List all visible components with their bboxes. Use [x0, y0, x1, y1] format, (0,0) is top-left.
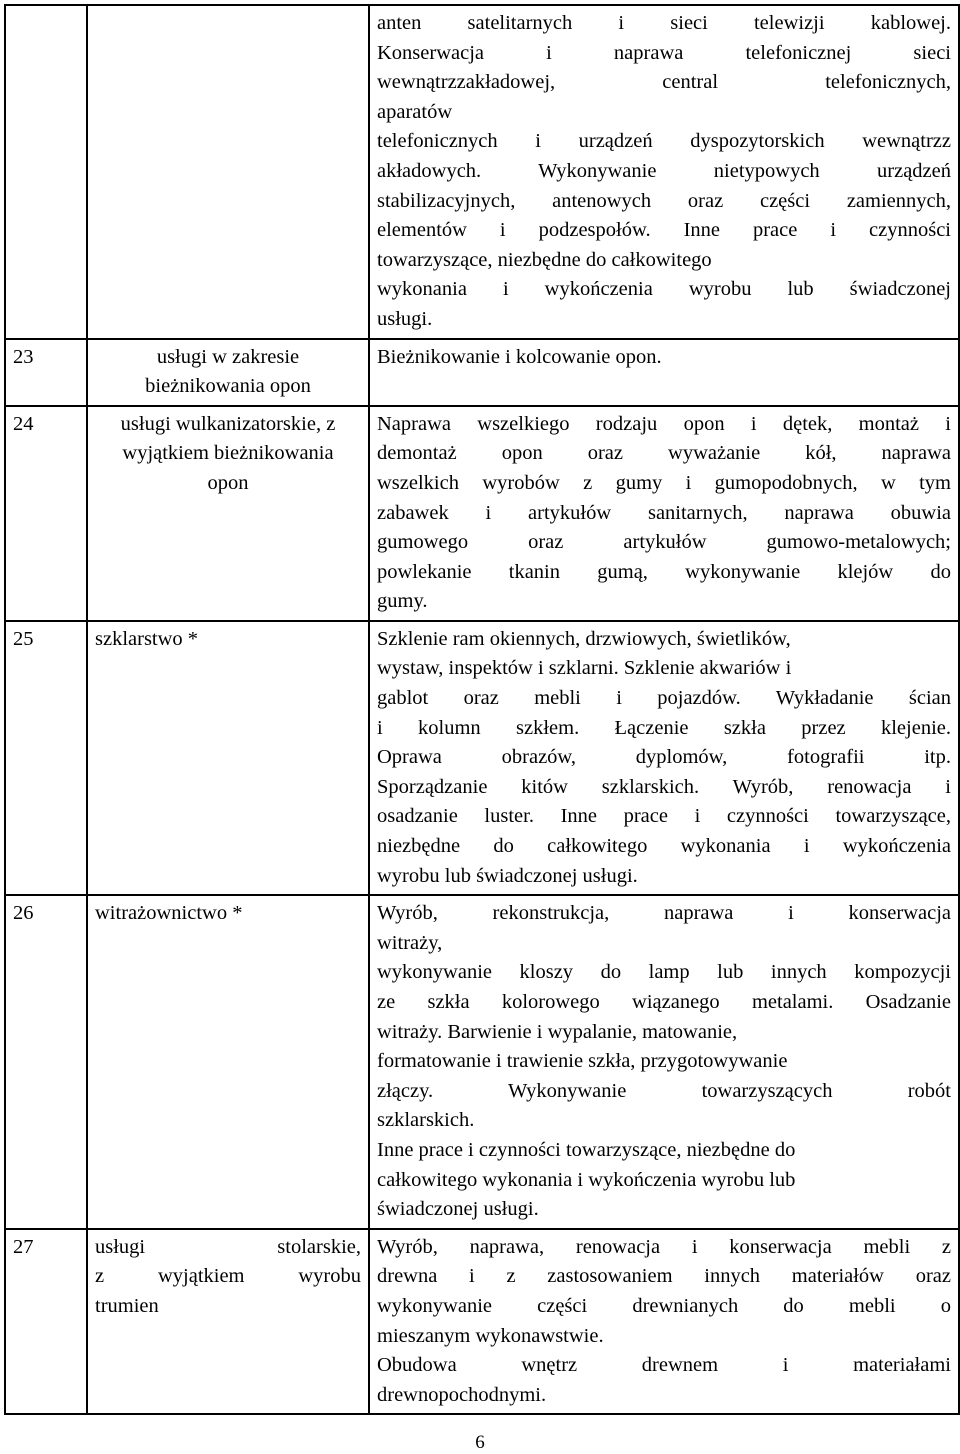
table-row	[5, 406, 959, 621]
service-name	[87, 621, 369, 895]
description-line: Inne prace i czynności towarzyszące, niezbędne do	[377, 1138, 796, 1161]
description-line: towarzyszące, niezbędne do całkowitego	[377, 248, 712, 271]
row-number: 26	[5, 895, 87, 1229]
description-line: gumowego oraz artykułów gumowo-metalowych;	[377, 531, 951, 554]
description-line: osadzanie luster. Inne prace i czynności towarzyszące,	[377, 805, 951, 828]
description-line: telefonicznych i urządzeń dyspozytorskich wewnątrzz	[377, 130, 951, 153]
service-description	[369, 406, 959, 621]
description-line: wewnątrzzakładowej, central telefonicznych,	[377, 71, 951, 94]
service-name-line: wyjątkiem bieżnikowania	[122, 442, 334, 465]
service-name-line: usługi wulkanizatorskie, z	[120, 412, 336, 435]
description-line: gablot oraz mebli i pojazdów. Wykładanie ścian	[377, 687, 951, 710]
description-line: elementów i podzespołów. Inne prace i czynności	[377, 219, 951, 242]
description-line: Bieżnikowanie i kolcowanie opon.	[377, 345, 662, 368]
row-number	[5, 5, 87, 339]
description-line: całkowitego wykonania i wykończenia wyrobu lub	[377, 1168, 796, 1191]
description-line: wykonywanie części drewnianych do mebli o	[377, 1294, 951, 1317]
description-line: Naprawa wszelkiego rodzaju opon i dętek, montaż i	[377, 412, 951, 435]
table-row	[5, 1229, 959, 1415]
description-line: Wyrób, rekonstrukcja, naprawa i konserwacja	[377, 902, 951, 925]
description-line: Konserwacja i naprawa telefonicznej sieci	[377, 41, 951, 64]
description-line: szklarskich.	[377, 1109, 475, 1132]
service-description	[369, 5, 959, 339]
service-name	[87, 895, 369, 1229]
description-line: gumy.	[377, 590, 428, 613]
service-name	[87, 339, 369, 406]
service-description	[369, 1229, 959, 1415]
table-row	[5, 621, 959, 895]
description-line: świadczonej usługi.	[377, 1198, 539, 1221]
description-line: powlekanie tkanin gumą, wykonywanie klejów do	[377, 560, 951, 583]
service-description	[369, 895, 959, 1229]
row-number: 23	[5, 339, 87, 406]
table-row	[5, 895, 959, 1229]
description-line: wyrobu lub świadczonej usługi.	[377, 864, 638, 887]
service-name-line: z wyjątkiem wyrobu	[95, 1265, 361, 1288]
description-line: niezbędne do całkowitego wykonania i wykończenia	[377, 835, 951, 858]
description-line: anten satelitarnych i sieci telewizji kablowej.	[377, 12, 951, 34]
table-row	[5, 5, 959, 339]
service-name-line: usługi w zakresie	[156, 345, 300, 368]
description-line: Wyrób, naprawa, renowacja i konserwacja mebli z	[377, 1235, 951, 1258]
services-table	[4, 4, 960, 1415]
description-line: wystaw, inspektów i szklarni. Szklenie akwariów i	[377, 657, 792, 680]
description-line: akładowych. Wykonywanie nietypowych urządzeń	[377, 159, 951, 182]
description-line: Sporządzanie kitów szklarskich. Wyrób, renowacja i	[377, 775, 951, 798]
description-line: drewnopochodnymi.	[377, 1383, 547, 1406]
service-name-line: trumien	[95, 1294, 159, 1317]
row-number: 25	[5, 621, 87, 895]
row-number: 27	[5, 1229, 87, 1415]
service-name-line: witrażownictwo *	[95, 902, 243, 925]
description-line: wykonywanie kloszy do lamp lub innych kompozycji	[377, 961, 951, 984]
description-line: złączy. Wykonywanie towarzyszących robót	[377, 1079, 951, 1102]
description-line: witraży,	[377, 931, 443, 954]
description-line: demontaż opon oraz wyważanie kół, naprawa	[377, 442, 951, 465]
description-line: wykonania i wykończenia wyrobu lub świadczonej	[377, 278, 951, 301]
table-row	[5, 339, 959, 406]
description-line: Oprawa obrazów, dyplomów, fotografii itp.	[377, 746, 951, 769]
description-line: drewna i z zastosowaniem innych materiałów oraz	[377, 1265, 951, 1288]
service-name	[87, 1229, 369, 1415]
description-line: Szklenie ram okiennych, drzwiowych, świetlików,	[377, 627, 791, 650]
page-number: 6	[475, 1432, 485, 1453]
service-name	[87, 5, 369, 339]
service-name	[87, 406, 369, 621]
description-line: mieszanym wykonawstwie.	[377, 1324, 604, 1347]
description-line: stabilizacyjnych, antenowych oraz części zamiennych,	[377, 189, 951, 212]
service-description	[369, 621, 959, 895]
service-name-line: usługi stolarskie,	[95, 1235, 361, 1258]
service-name-line: bieżnikowania opon	[145, 375, 311, 398]
description-line: wszelkich wyrobów z gumy i gumopodobnych, w tym	[377, 471, 951, 494]
service-name-line: opon	[207, 471, 249, 494]
service-description	[369, 339, 959, 406]
description-line: usługi.	[377, 307, 433, 330]
description-line: Obudowa wnętrz drewnem i materiałami	[377, 1354, 951, 1377]
description-line: i kolumn szkłem. Łączenie szkła przez klejenie.	[377, 716, 951, 739]
description-line: witraży. Barwienie i wypalanie, matowanie,	[377, 1020, 738, 1043]
service-name-line: szklarstwo *	[95, 627, 199, 650]
description-line: zabawek i artykułów sanitarnych, naprawa obuwia	[377, 501, 951, 524]
row-number: 24	[5, 406, 87, 621]
description-line: formatowanie i trawienie szkła, przygotowywanie	[377, 1050, 788, 1073]
services-table-body	[5, 5, 959, 1414]
description-line: ze szkła kolorowego wiązanego metalami. Osadzanie	[377, 991, 951, 1013]
description-line: aparatów	[377, 100, 453, 123]
